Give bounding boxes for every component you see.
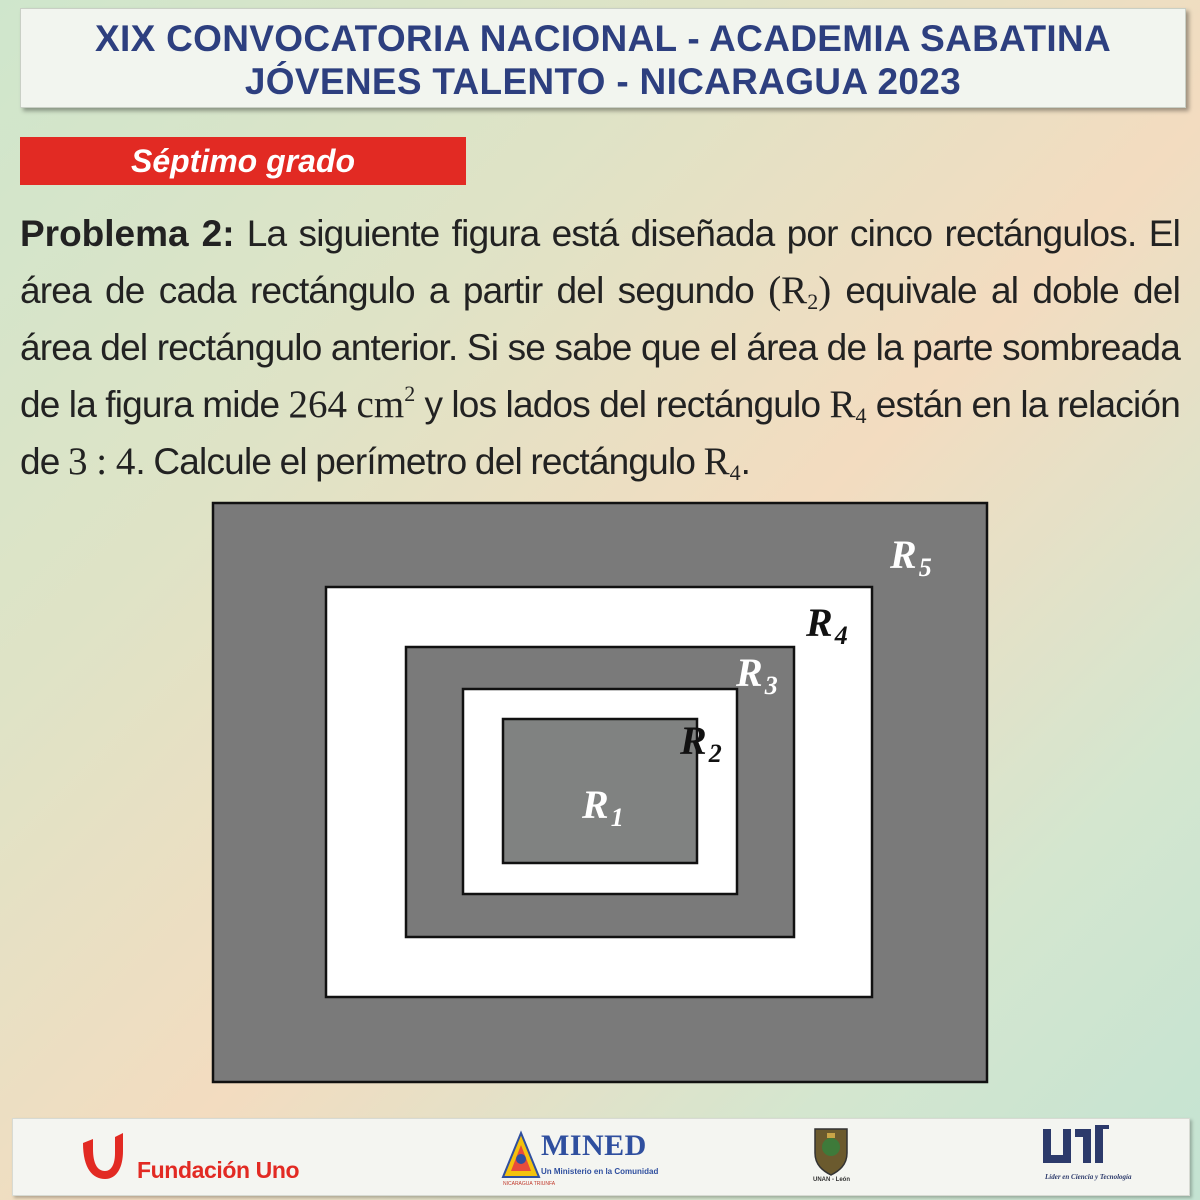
unan-text: UNAN - León bbox=[813, 1177, 850, 1183]
fundacion-uno-u-icon bbox=[79, 1129, 135, 1185]
label-r1: $R_1$ bbox=[582, 782, 624, 832]
problem-text-2: equivale al doble del área del rectángulo anterior. Si se sabe que el área de la parte sombreada de la figura mide bbox=[20, 270, 1180, 425]
mined-emblem-icon bbox=[501, 1129, 541, 1183]
title-line-2: JÓVENES TALENTO - NICARAGUA 2023 bbox=[244, 61, 962, 102]
uni-slogan: Líder en Ciencia y Tecnología bbox=[1045, 1173, 1132, 1181]
ratio-value: 3 : 4 bbox=[68, 440, 136, 483]
problem-text-6: . bbox=[740, 441, 751, 482]
problem-text-1: La siguiente figura está diseñada por cinco rectángulos. El área de cada rectángulo a partir del segundo bbox=[20, 213, 1181, 311]
problem-label: Problema 2: bbox=[20, 213, 235, 254]
fundacion-uno-text: Fundación Uno bbox=[137, 1157, 300, 1183]
r4-reference-2: $R_4$ bbox=[703, 440, 741, 485]
sponsor-footer bbox=[12, 1118, 1190, 1196]
uni-emblem-icon bbox=[1039, 1125, 1109, 1171]
mined-subtitle: Un Ministerio en la Comunidad bbox=[541, 1167, 659, 1176]
unan-shield-icon bbox=[809, 1123, 853, 1177]
grade-badge: Séptimo grado bbox=[20, 137, 466, 185]
r4-reference: $R_4$ bbox=[829, 383, 867, 428]
problem-text-4: están en la relación de bbox=[20, 384, 1180, 482]
mined-side-text: NICARAGUA TRIUNFA bbox=[503, 1181, 556, 1187]
problem-text-3: y los lados del rectángulo bbox=[415, 384, 830, 425]
area-value: 264 $cm^2$ bbox=[288, 381, 416, 426]
title-line-1: XIX CONVOCATORIA NACIONAL - ACADEMIA SABATINA bbox=[95, 18, 1111, 59]
rectangles-figure bbox=[210, 500, 990, 1085]
uni-logo bbox=[1039, 1125, 1139, 1191]
label-r2: $R_2$ bbox=[680, 718, 722, 768]
label-r3: $R_3$ bbox=[736, 650, 778, 700]
fundacion-uno-logo bbox=[79, 1129, 339, 1185]
r2-reference: $(R_2)$ bbox=[768, 269, 832, 314]
rectangles-svg bbox=[210, 500, 990, 1085]
label-r4: $R_4$ bbox=[806, 600, 848, 650]
problem-text-5: . Calcule el perímetro del rectángulo bbox=[135, 441, 704, 482]
label-r5: $R_5$ bbox=[890, 532, 932, 582]
mined-title: MINED bbox=[541, 1129, 647, 1162]
unan-leon-logo bbox=[809, 1123, 853, 1193]
mined-logo bbox=[501, 1129, 671, 1185]
title-banner bbox=[20, 8, 1186, 108]
problem-statement bbox=[20, 205, 1180, 490]
